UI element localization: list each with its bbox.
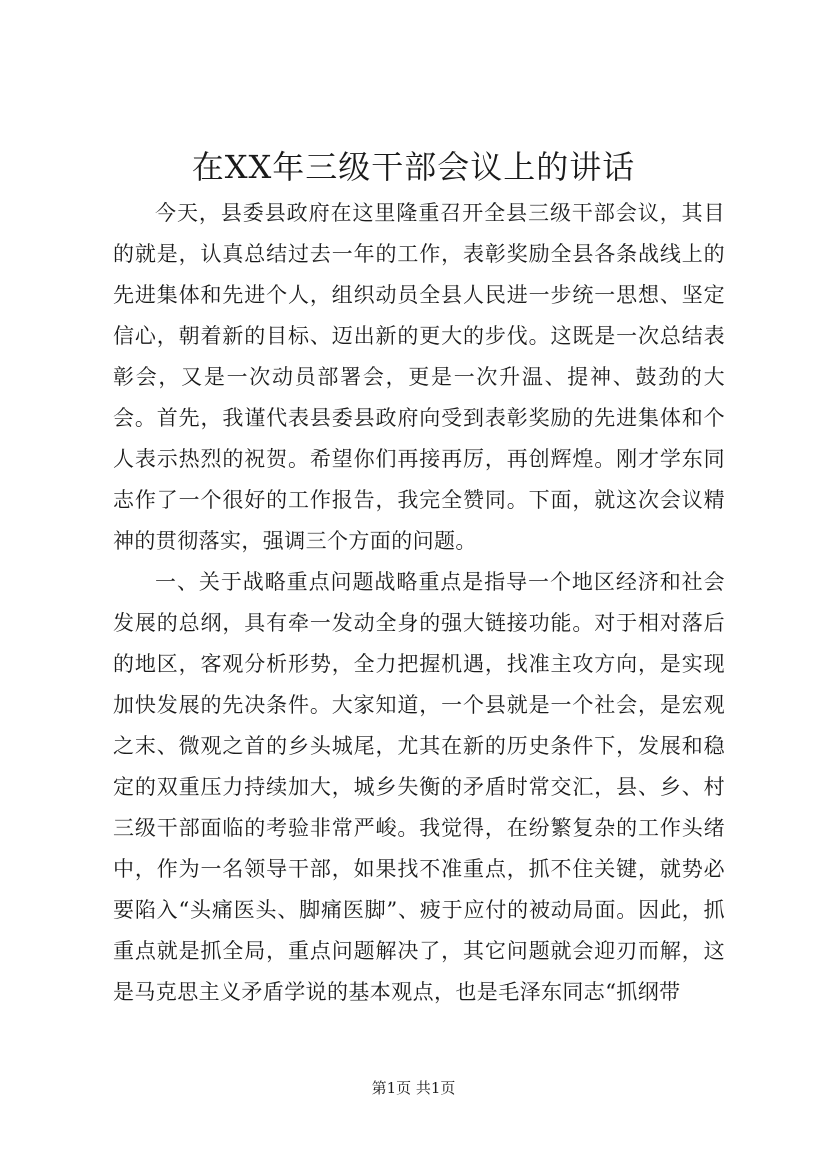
document-body — [113, 193, 725, 1013]
page-footer: 第1页 共1页 — [371, 1079, 456, 1097]
paragraph-1: 今天，县委县政府在这里隆重召开全县三级干部会议，其目的就是，认真总结过去一年的工作，表彰奖励全县各条战线上的先进集体和先进个人，组织动员全县人民进一步统一思想、坚定信心，朝着新的目标、迈出新的更大的步伐。这既是一次总结表彰会，又是一次动员部署会，更是一次升温、提神、鼓劲的大会。首先，我谨代表县委县政府向受到表彰奖励的先进集体和个人表示热烈的祝贺。希望你们再接再厉，再创辉煌。刚才学东同志作了一个很好的工作报告，我完全赞同。下面，就这次会议精神的贯彻落实，强调三个方面的问题。 — [113, 201, 725, 553]
document-title: 在XX年三级干部会议上的讲话 — [191, 148, 636, 186]
paragraph-2: 一、关于战略重点问题战略重点是指导一个地区经济和社会发展的总纲，具有牵一发动全身的强大链接功能。对于相对落后的地区，客观分析形势，全力把握机遇，找准主攻方向，是实现加快发展的先决条件。大家知道，一个县就是一个社会，是宏观之末、微观之首的乡头城尾，尤其在新的历史条件下，发展和稳定的双重压力持续加大，城乡失衡的矛盾时常交汇，县、乡、村三级干部面临的考验非常严峻。我觉得，在纷繁复杂的工作头绪中，作为一名领导干部，如果找不准重点，抓不住关键，就势必要陷入“头痛医头、脚痛医脚”、疲于应付的被动局面。因此，抓重点就是抓全局，重点问题解决了，其它问题就会迎刃而解，这是马克思主义矛盾学说的基本观点，也是毛泽东同志“抓纲带 — [113, 570, 725, 1004]
